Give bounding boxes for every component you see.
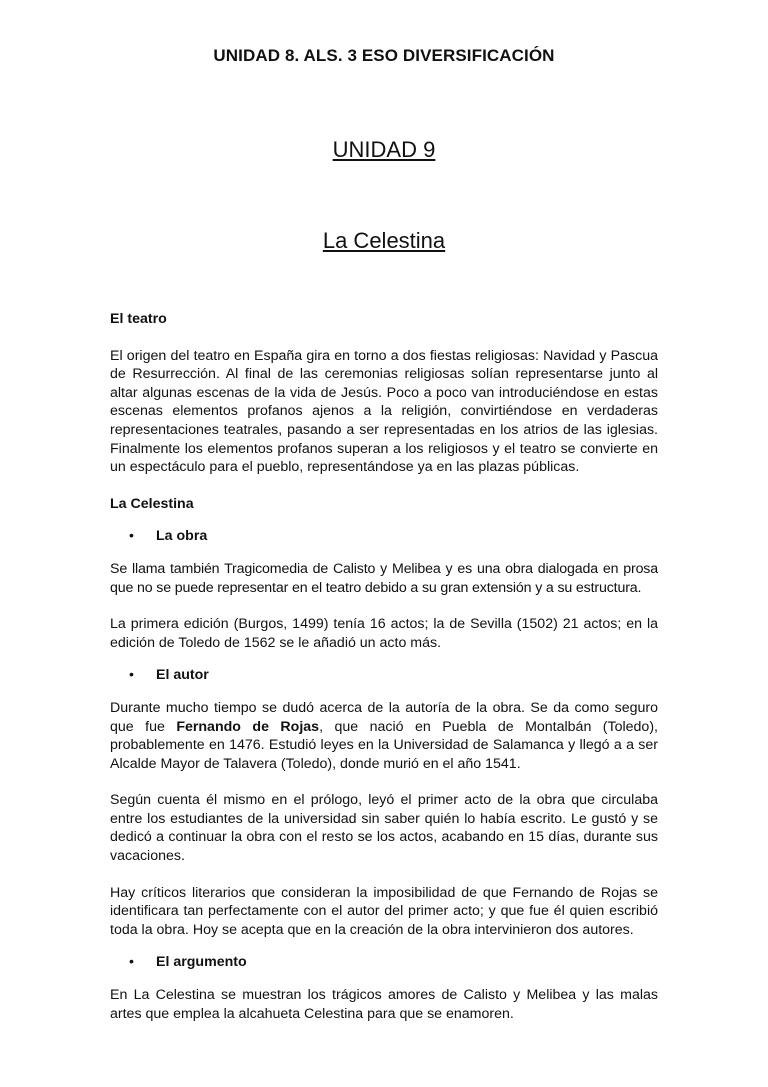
bullet-label: La obra: [156, 528, 208, 545]
paragraph-obra-1: Se llama también Tragicomedia de Calisto y Melibea y es una obra dialogada en prosa que no se puede representar en el teatro debido a su gran extensión y a su estructura.: [110, 560, 658, 596]
bullet-label: El autor: [156, 667, 209, 684]
unit-title: UNIDAD 9: [332, 137, 436, 162]
paragraph-obra-2: La primera edición (Burgos, 1499) tenía 16 actos; la de Sevilla (1502) 21 actos; en la edición de Toledo de 1562 se le añadió un acto más.: [110, 616, 658, 651]
document-header: UNIDAD 8. ALS. 3 ESO DIVERSIFICACIÓN: [213, 46, 555, 65]
paragraph-autor-2: Según cuenta él mismo en el prólogo, leyó el primer acto de la obra que circulaba entre los estudiantes de la universidad sin saber quién lo había escrito. Le gustó y se dedicó a continuar la obra con el resto se los actos, acabando en 15 días, durante sus vacaciones.: [110, 792, 658, 865]
paragraph-text: , que nació en Puebla de Montalbán (Toledo), probablemente en 1476. Estudió leyes en la Universidad de Salamanca y llegó a a ser Alcalde Mayor de Talavera (Toledo), donde murió en el año 1541.: [110, 718, 658, 772]
paragraph-autor-3: Hay críticos literarios que consideran la imposibilidad de que Fernando de Rojas se identificara tan perfectamente con el autor del primer acto; y que fue él quien escribió toda la obra. Hoy se acepta que en la creación de la obra intervinieron dos autores.: [110, 884, 658, 938]
bullet-icon: •: [129, 528, 134, 545]
bullet-icon: •: [129, 954, 134, 971]
unit-subtitle: La Celestina: [322, 228, 446, 253]
bullet-heading-autor: [110, 666, 658, 685]
bullet-icon: •: [129, 667, 134, 684]
author-name: Fernando de Rojas: [176, 718, 320, 735]
bullet-heading-obra: [110, 527, 658, 546]
paragraph-autor-1: [110, 699, 658, 773]
section-heading-teatro: El teatro: [110, 311, 167, 327]
paragraph-argumento-1: En La Celestina se muestran los trágicos amores de Calisto y Melibea y las malas artes que emplea la alcahueta Celestina para que se enamoren.: [110, 987, 658, 1022]
paragraph-teatro: El origen del teatro en España gira en torno a dos fiestas religiosas: Navidad y Pascua de Resurrección. Al final de las ceremonias religiosas solían representarse junto al altar algunas escenas de la vida de Jesús. Poco a poco van introduciéndose en estas escenas elementos profanos ajenos a la religión, convirtiéndose en verdaderas representaciones teatrales, pasando a ser representadas en los atrios de las iglesias. Finalmente los elementos profanos superan a los religiosos y el teatro se convierte en un espectáculo para el pueblo, representándose ya en las plazas públicas.: [110, 347, 658, 476]
document-body: [110, 310, 658, 1023]
section-heading-celestina: La Celestina: [110, 495, 194, 512]
bullet-heading-argumento: [110, 953, 658, 972]
paragraph-text: Durante mucho tiempo se dudó acerca de la autoría de la obra. Se da como seguro que fue: [110, 699, 658, 735]
bullet-label: El argumento: [156, 954, 247, 971]
